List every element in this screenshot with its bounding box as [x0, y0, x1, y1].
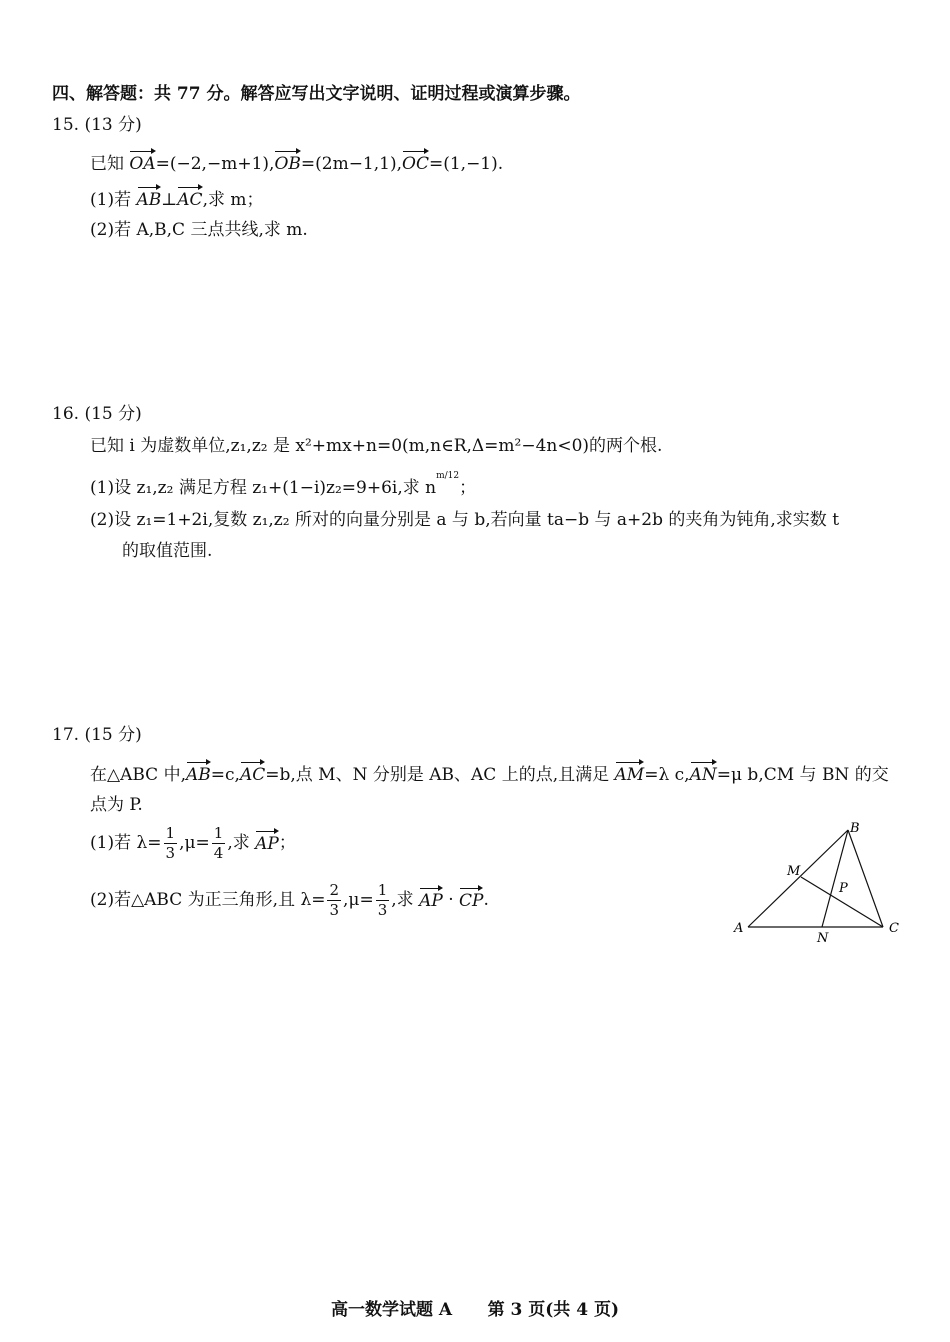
q17-p2-a: (2)若△ABC 为正三角形,且 λ=	[90, 890, 326, 910]
label-p: P	[839, 881, 848, 896]
mu2-fraction	[376, 883, 390, 918]
q15-part2: (2)若 A,B,C 三点共线,求 m.	[90, 220, 308, 240]
perp-symbol: ⊥	[161, 190, 178, 210]
q15-p1-suffix: ,求 m；	[202, 190, 264, 210]
page-footer: 高一数学试题 A 第 3 页(共 4 页)	[330, 1300, 620, 1320]
vector-ab-q17: AB	[185, 765, 211, 785]
q16-part2-line1: (2)设 z₁=1+2i,复数 z₁,z₂ 所对的向量分别是 a 与 b,若向量 ta−b 与 a+2b 的夹角为钝角,求实数 t	[90, 510, 840, 530]
q17-part1	[90, 826, 296, 861]
vector-ab: AB	[136, 190, 162, 210]
q17-given-b: =c,	[210, 765, 240, 785]
lambda-den: 3	[165, 844, 176, 862]
label-b: B	[850, 821, 860, 836]
q17-given-a: 在△ABC 中,	[90, 765, 186, 785]
mu2-den: 3	[377, 901, 388, 919]
q17-given-c: =b,点 M、N 分别是 AB、AC 上的点,且满足	[265, 765, 610, 785]
lambda-fraction	[164, 826, 178, 861]
q15-ob-value: =(2m−1,1),	[300, 154, 403, 174]
q15-oc-value: =(1,−1).	[428, 154, 504, 174]
q15-number: 15. (13 分)	[52, 115, 142, 135]
vector-ap-2: AP	[419, 891, 443, 911]
lambda2-fraction	[327, 883, 341, 918]
vector-oc: OC	[402, 154, 429, 174]
label-n: N	[817, 931, 829, 946]
vector-oa: OA	[129, 154, 156, 174]
q15-given	[90, 154, 503, 173]
q16-part1	[90, 471, 477, 498]
q17-given-line1	[90, 765, 889, 784]
q16-p1-text: (1)设 z₁,z₂ 满足方程 z₁+(1−i)z₂=9+6i,求 n	[90, 478, 437, 498]
q16-number: 16. (15 分)	[52, 404, 142, 424]
q15-p1-prefix: (1)若	[90, 190, 132, 210]
q17-number: 17. (15 分)	[52, 725, 142, 745]
q15-given-prefix: 已知	[90, 154, 124, 174]
vector-ob: OB	[274, 154, 301, 174]
mu2-num: 1	[377, 881, 388, 899]
q17-p2-b: ,μ=	[343, 890, 374, 910]
label-c: C	[889, 921, 899, 936]
lambda2-num: 2	[329, 881, 340, 899]
q16-p1-end: ；	[459, 478, 477, 498]
q17-given-d: =λ c,	[644, 765, 690, 785]
q16-p1-exponent: m/12	[436, 471, 460, 482]
q16-given: 已知 i 为虚数单位,z₁,z₂ 是 x²+mx+n=0(m,n∈R,Δ=m²−4n<0)的两个根.	[90, 436, 663, 456]
segment-bn	[822, 830, 848, 927]
q17-part2	[90, 883, 489, 918]
vector-am: AM	[614, 765, 645, 785]
q17-p1-b: ,μ=	[179, 833, 210, 853]
mu-den: 4	[213, 844, 224, 862]
vector-ap: AP	[255, 834, 279, 854]
vector-an: AN	[689, 765, 717, 785]
side-bc	[848, 830, 883, 927]
q15-part1	[90, 190, 264, 209]
dot-operator: ·	[448, 890, 454, 910]
label-a: A	[734, 921, 744, 936]
q15-oa-value: =(−2,−m+1),	[155, 154, 275, 174]
q17-p1-a: (1)若 λ=	[90, 833, 162, 853]
lambda-num: 1	[165, 824, 176, 842]
q16-part2-line2: 的取值范围.	[122, 541, 213, 561]
q17-given-e: =μ b,CM 与 BN 的交	[716, 765, 889, 785]
label-m: M	[787, 864, 801, 879]
vector-ac-q17: AC	[239, 765, 266, 785]
vector-ac: AC	[177, 190, 203, 210]
section-heading: 四、解答题：共 77 分。解答应写出文字说明、证明过程或演算步骤。	[52, 84, 581, 104]
triangle-figure	[728, 818, 908, 948]
q17-p1-end: ；	[278, 833, 296, 853]
q17-p1-c: ,求	[227, 833, 250, 853]
q17-given-line2: 点为 P.	[90, 795, 143, 815]
q17-p2-c: ,求	[391, 890, 414, 910]
mu-num: 1	[213, 824, 224, 842]
mu-fraction	[212, 826, 226, 861]
q17-p2-end: .	[483, 890, 489, 910]
lambda2-den: 3	[329, 901, 340, 919]
vector-cp: CP	[459, 891, 484, 911]
